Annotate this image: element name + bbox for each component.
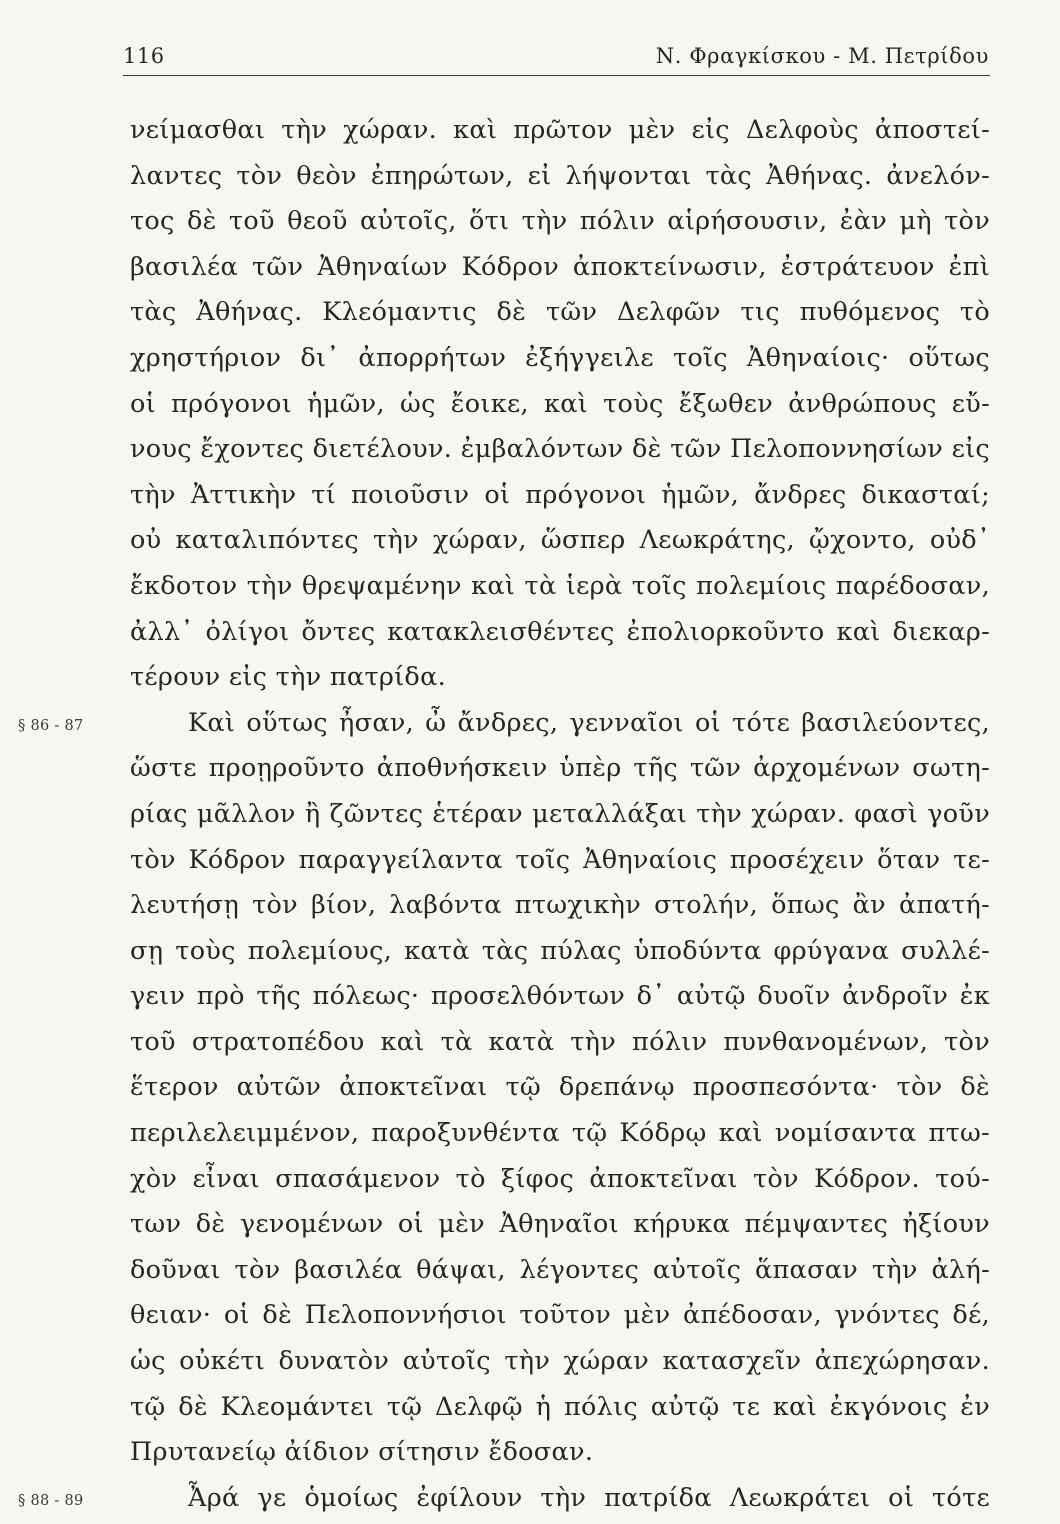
text-line: τέρουν εἰς τὴν πατρίδα. [130,662,447,693]
header-rule [123,75,990,76]
text-line: τοῦ στρατοπέδου καὶ τὰ κατὰ τὴν πόλιν πυνθανομένων, τὸν [130,1026,990,1057]
text-line: οἱ πρόγονοι ἡμῶν, ὡς ἔοικε, καὶ τοὺς ἔξωθεν ἀνθρώπους εὔ- [130,388,990,419]
text-line: Πρυτανείῳ ἀίδιον σίτησιν ἔδοσαν. [130,1437,594,1468]
text-line: οὐ καταλιπόντες τὴν χώραν, ὥσπερ Λεωκράτης, ᾤχοντο, οὐδ᾽ [130,525,990,556]
text-line: νείμασθαι τὴν χώραν. καὶ πρῶτον μὲν εἰς Δελφοὺς ἀποστεί- [130,115,990,145]
page-header [123,44,989,78]
text-line: τῷ δὲ Κλεομάντει τῷ Δελφῷ ἡ πόλις αὐτῷ τε καὶ ἐκγόνοις ἐν [130,1391,990,1422]
text-line: τὴν Ἀττικὴν τί ποιοῦσιν οἱ πρόγονοι ἡμῶν, ἄνδρες δικασταί; [130,479,990,510]
text-line: ὥστε προῃροῦντο ἀποθνήσκειν ὑπὲρ τῆς τῶν ἀρχομένων σωτη- [130,753,990,784]
text-line: βασιλέα τῶν Ἀθηναίων Κόδρον ἀποκτείνωσιν, ἐστράτευον ἐπὶ [130,251,990,282]
paragraph-start-line [18,701,990,747]
text-line: τὰς Ἀθήνας. Κλεόμαντις δὲ τῶν Δελφῶν τις πυθόμενος τὸ [130,297,990,328]
text-line-content: Καὶ οὕτως ἦσαν, ὦ ἄνδρες, γενναῖοι οἱ τότε βασιλεύοντες, [188,707,990,738]
text-line: χὸν εἶναι σπασάμενον τὸ ξίφος ἀποκτεῖναι τὸν Κόδρον. τού- [130,1163,990,1194]
text-line: ρίας μᾶλλον ἢ ζῶντες ἑτέραν μεταλλάξαι τὴν χώραν. φασὶ γοῦν [130,798,990,829]
text-line: τὸν Κόδρον παραγγείλαντα τοῖς Ἀθηναίοις προσέχειν ὅταν τε- [130,844,990,875]
text-line: γειν πρὸ τῆς πόλεως· προσελθόντων δ᾽ αὐτῷ δυοῖν ἀνδροῖν ἐκ [130,981,990,1012]
body-text [18,108,990,1521]
text-line: των δὲ γενομένων οἱ μὲν Ἀθηναῖοι κήρυκα πέμψαντες ἠξίουν [130,1209,990,1240]
text-line: ἕτερον αὐτῶν ἀποκτεῖναι τῷ δρεπάνῳ προσπεσόντα· τὸν δὲ [130,1072,990,1103]
page-number: 116 [123,44,165,68]
text-line: ἔκδοτον τὴν θρεψαμένην καὶ τὰ ἱερὰ τοῖς πολεμίοις παρέδοσαν, [130,570,990,601]
text-line: τος δὲ τοῦ θεοῦ αὐτοῖς, ὅτι τὴν πόλιν αἱρήσουσιν, ἐὰν μὴ τὸν [130,206,990,237]
text-line: σῃ τοὺς πολεμίους, κατὰ τὰς πύλας ὑποδύντα φρύγανα συλλέ- [130,935,990,966]
text-line: νους ἔχοντες διετέλουν. ἐμβαλόντων δὲ τῶν Πελοποννησίων εἰς [130,434,990,465]
margin-section-reference: § 86 - 87 [18,717,84,734]
paragraph-start-line [18,1476,990,1522]
text-line: θειαν· οἱ δὲ Πελοποννήσιοι τοῦτον μὲν ἀπέδοσαν, γνόντες δέ, [130,1300,990,1331]
margin-section-reference: § 88 - 89 [18,1492,84,1509]
text-line: λευτήσῃ τὸν βίον, λαβόντα πτωχικὴν στολήν, ὅπως ἂν ἀπατή- [130,890,990,921]
text-line: χρηστήριον δι᾽ ἀπορρήτων ἐξήγγειλε τοῖς Ἀθηναίοις· οὕτως [130,342,990,373]
text-line-content: Ἆρά γε ὁμοίως ἐφίλουν τὴν πατρίδα Λεωκράτει οἱ τότε [188,1482,990,1513]
text-line: ὡς οὐκέτι δυνατὸν αὐτοῖς τὴν χώραν κατασχεῖν ἀπεχώρησαν. [130,1346,990,1377]
running-head: Ν. Φραγκίσκου - Μ. Πετρίδου [655,44,989,68]
text-line: λαντες τὸν θεὸν ἐπηρώτων, εἰ λήψονται τὰς Ἀθήνας. ἀνελόν- [130,160,990,191]
text-line: δοῦναι τὸν βασιλέα θάψαι, λέγοντες αὐτοῖς ἅπασαν τὴν ἀλή- [130,1254,990,1285]
text-line: ἀλλ᾽ ὀλίγοι ὄντες κατακλεισθέντες ἐπολιορκοῦντο καὶ διεκαρ- [130,616,990,647]
text-line: περιλελειμμένον, παροξυνθέντα τῷ Κόδρῳ καὶ νομίσαντα πτω- [130,1118,990,1149]
